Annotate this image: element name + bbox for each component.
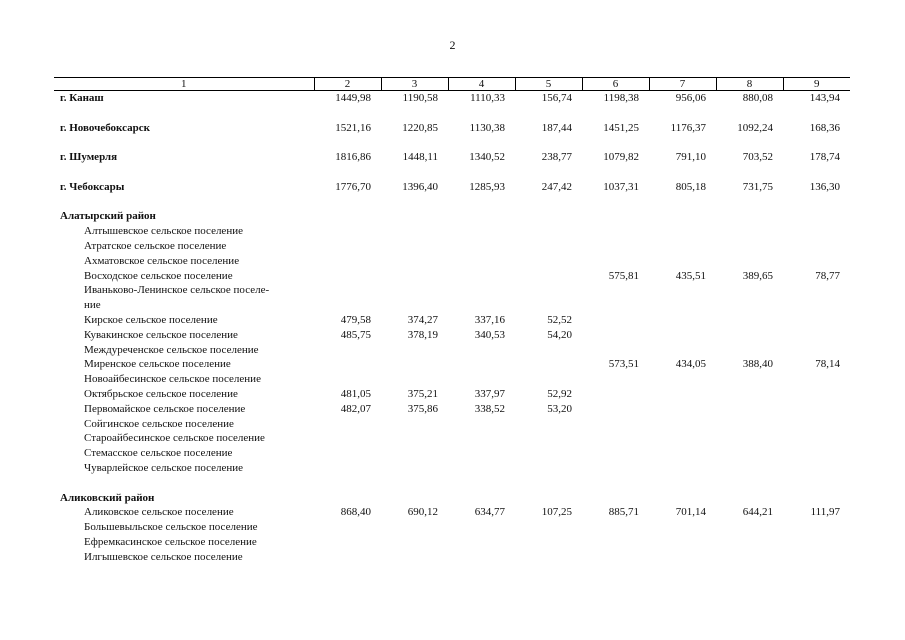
city-row bbox=[54, 150, 850, 165]
value-cell bbox=[381, 254, 448, 269]
spacer-row bbox=[54, 135, 850, 150]
value-cell bbox=[649, 550, 716, 565]
settlement-row bbox=[54, 372, 850, 387]
row-label: Ефремкасинское сельское поселение bbox=[84, 535, 257, 548]
value-cell bbox=[448, 372, 515, 387]
value-cell bbox=[515, 520, 582, 535]
value-cell bbox=[716, 224, 783, 239]
spacer-cell bbox=[54, 135, 850, 150]
value-cell bbox=[783, 550, 850, 565]
value-cell bbox=[314, 357, 381, 372]
value-cell bbox=[649, 535, 716, 550]
value-cell: 690,12 bbox=[407, 506, 438, 519]
row-label: Аликовское сельское поселение bbox=[84, 506, 234, 519]
data-table bbox=[54, 77, 850, 565]
value-cell: 374,27 bbox=[407, 313, 438, 326]
value-cell bbox=[783, 254, 850, 269]
spacer-row bbox=[54, 476, 850, 491]
row-label: Большевыльское сельское поселение bbox=[84, 521, 258, 534]
value-cell bbox=[448, 461, 515, 476]
value-cell bbox=[381, 550, 448, 565]
column-header: 9 bbox=[783, 78, 850, 91]
value-cell bbox=[649, 313, 716, 328]
value-cell: 482,07 bbox=[340, 402, 371, 415]
value-cell bbox=[381, 298, 448, 313]
value-cell bbox=[649, 224, 716, 239]
value-cell bbox=[314, 535, 381, 550]
value-cell: 247,42 bbox=[541, 180, 572, 193]
settlement-row bbox=[54, 298, 850, 313]
value-cell: 107,25 bbox=[541, 506, 572, 519]
value-cell bbox=[515, 461, 582, 476]
value-cell bbox=[515, 357, 582, 372]
settlement-row bbox=[54, 535, 850, 550]
column-header: 7 bbox=[649, 78, 716, 91]
value-cell: 481,05 bbox=[340, 387, 371, 400]
value-cell bbox=[582, 239, 649, 254]
value-cell bbox=[515, 535, 582, 550]
value-cell bbox=[515, 283, 582, 298]
value-cell: 1285,93 bbox=[469, 180, 505, 193]
value-cell: 1816,86 bbox=[335, 151, 371, 164]
value-cell bbox=[649, 431, 716, 446]
value-cell: 1451,25 bbox=[603, 121, 639, 134]
value-cell bbox=[381, 520, 448, 535]
value-cell bbox=[582, 313, 649, 328]
value-cell bbox=[448, 417, 515, 432]
value-cell: 805,18 bbox=[675, 180, 706, 193]
value-cell bbox=[649, 239, 716, 254]
row-label: Атратское сельское поселение bbox=[84, 239, 227, 252]
value-cell bbox=[381, 535, 448, 550]
column-header: 4 bbox=[448, 78, 515, 91]
value-cell: 168,36 bbox=[809, 121, 840, 134]
value-cell: 644,21 bbox=[742, 506, 773, 519]
value-cell bbox=[716, 550, 783, 565]
value-cell bbox=[649, 254, 716, 269]
value-cell bbox=[314, 431, 381, 446]
value-cell: 337,16 bbox=[474, 313, 505, 326]
value-cell: 1340,52 bbox=[469, 151, 505, 164]
row-label: Стемасское сельское поселение bbox=[84, 447, 233, 460]
value-cell bbox=[314, 298, 381, 313]
value-cell bbox=[716, 313, 783, 328]
value-cell bbox=[448, 550, 515, 565]
value-cell bbox=[314, 283, 381, 298]
value-cell bbox=[783, 224, 850, 239]
value-cell bbox=[314, 372, 381, 387]
settlement-row bbox=[54, 357, 850, 372]
value-cell bbox=[649, 402, 716, 417]
district-title: Алатырский район bbox=[60, 210, 156, 223]
value-cell: 1190,58 bbox=[402, 92, 438, 104]
value-cell bbox=[716, 461, 783, 476]
district-title: Аликовский район bbox=[60, 491, 155, 504]
spacer-cell bbox=[54, 165, 850, 180]
row-label: Иваньково-Ленинское сельское поселе- bbox=[84, 284, 270, 297]
value-cell: 375,21 bbox=[407, 387, 438, 400]
value-cell: 78,14 bbox=[815, 358, 840, 371]
value-cell bbox=[515, 269, 582, 284]
value-cell bbox=[582, 446, 649, 461]
value-cell: 143,94 bbox=[809, 92, 840, 104]
value-cell: 791,10 bbox=[675, 151, 706, 164]
value-cell bbox=[783, 328, 850, 343]
spacer-cell bbox=[54, 476, 850, 491]
settlement-row bbox=[54, 283, 850, 298]
value-cell bbox=[649, 343, 716, 358]
value-cell bbox=[381, 224, 448, 239]
value-cell bbox=[314, 417, 381, 432]
value-cell: 880,08 bbox=[742, 92, 773, 104]
value-cell bbox=[381, 269, 448, 284]
row-label: Илгышевское сельское поселение bbox=[84, 550, 243, 563]
row-label: Миренское сельское поселение bbox=[84, 358, 231, 371]
settlement-row bbox=[54, 402, 850, 417]
value-cell bbox=[515, 372, 582, 387]
column-header: 5 bbox=[515, 78, 582, 91]
value-cell bbox=[582, 402, 649, 417]
value-cell: 111,97 bbox=[810, 506, 840, 519]
settlement-row bbox=[54, 387, 850, 402]
value-cell bbox=[448, 446, 515, 461]
row-label: Первомайское сельское поселение bbox=[84, 402, 246, 415]
value-cell: 53,20 bbox=[547, 402, 572, 415]
value-cell: 575,81 bbox=[608, 269, 639, 282]
value-cell: 52,52 bbox=[547, 313, 572, 326]
value-cell bbox=[381, 283, 448, 298]
settlement-row bbox=[54, 417, 850, 432]
value-cell bbox=[582, 535, 649, 550]
value-cell: 1449,98 bbox=[335, 92, 371, 104]
row-label: г. Чебоксары bbox=[60, 180, 125, 193]
value-cell bbox=[314, 224, 381, 239]
value-cell bbox=[314, 461, 381, 476]
settlement-row bbox=[54, 520, 850, 535]
value-cell bbox=[649, 446, 716, 461]
value-cell bbox=[783, 417, 850, 432]
spacer-row bbox=[54, 106, 850, 121]
value-cell bbox=[448, 283, 515, 298]
value-cell bbox=[582, 387, 649, 402]
value-cell bbox=[716, 387, 783, 402]
value-cell: 238,77 bbox=[541, 151, 572, 164]
value-cell bbox=[649, 283, 716, 298]
value-cell bbox=[716, 283, 783, 298]
value-cell bbox=[649, 417, 716, 432]
value-cell bbox=[448, 535, 515, 550]
value-cell: 868,40 bbox=[340, 506, 371, 519]
value-cell bbox=[716, 328, 783, 343]
value-cell bbox=[582, 254, 649, 269]
value-cell bbox=[783, 535, 850, 550]
district-row bbox=[54, 491, 850, 506]
value-cell: 52,92 bbox=[547, 387, 572, 400]
settlement-row bbox=[54, 269, 850, 284]
value-cell bbox=[582, 431, 649, 446]
row-label: Октябрьское сельское поселение bbox=[84, 387, 238, 400]
city-row bbox=[54, 91, 850, 106]
value-cell bbox=[582, 343, 649, 358]
value-cell bbox=[582, 298, 649, 313]
value-cell: 573,51 bbox=[608, 358, 639, 371]
settlement-row bbox=[54, 224, 850, 239]
row-label: г. Шумерля bbox=[60, 151, 118, 164]
spacer-row bbox=[54, 165, 850, 180]
value-cell bbox=[381, 372, 448, 387]
value-cell bbox=[448, 357, 515, 372]
row-label: Кувакинское сельское поселение bbox=[84, 328, 238, 341]
value-cell: 1776,70 bbox=[335, 180, 371, 193]
value-cell: 731,75 bbox=[742, 180, 773, 193]
row-label: Междуреченское сельское поселение bbox=[84, 343, 259, 356]
row-label: ние bbox=[84, 299, 101, 312]
value-cell bbox=[448, 343, 515, 358]
value-cell bbox=[381, 431, 448, 446]
value-cell bbox=[448, 431, 515, 446]
value-cell bbox=[716, 402, 783, 417]
value-cell: 1176,37 bbox=[670, 121, 706, 134]
column-header: 3 bbox=[381, 78, 448, 91]
column-header: 1 bbox=[54, 78, 314, 91]
value-cell: 885,71 bbox=[608, 506, 639, 519]
value-cell bbox=[716, 417, 783, 432]
row-label: Алтышевское сельское поселение bbox=[84, 225, 243, 238]
value-cell bbox=[649, 387, 716, 402]
value-cell: 136,30 bbox=[809, 180, 840, 193]
value-cell: 54,20 bbox=[547, 328, 572, 341]
value-cell bbox=[649, 461, 716, 476]
row-label: Ахматовское сельское поселение bbox=[84, 254, 240, 267]
value-cell: 634,77 bbox=[474, 506, 505, 519]
value-cell: 1521,16 bbox=[335, 121, 371, 134]
value-cell bbox=[582, 372, 649, 387]
value-cell bbox=[783, 387, 850, 402]
value-cell: 187,44 bbox=[541, 121, 572, 134]
value-cell bbox=[448, 298, 515, 313]
value-cell bbox=[448, 254, 515, 269]
settlement-row bbox=[54, 343, 850, 358]
value-cell: 1448,11 bbox=[402, 151, 438, 164]
row-label: г. Новочебоксарск bbox=[60, 121, 150, 134]
value-cell bbox=[314, 343, 381, 358]
value-cell bbox=[515, 446, 582, 461]
district-row bbox=[54, 209, 850, 224]
value-cell bbox=[582, 283, 649, 298]
value-cell bbox=[515, 224, 582, 239]
value-cell: 156,74 bbox=[541, 92, 572, 104]
value-cell bbox=[716, 372, 783, 387]
value-cell bbox=[582, 550, 649, 565]
value-cell: 388,40 bbox=[742, 358, 773, 371]
value-cell bbox=[314, 520, 381, 535]
value-cell: 378,19 bbox=[407, 328, 438, 341]
value-cell bbox=[716, 431, 783, 446]
value-cell: 479,58 bbox=[340, 313, 371, 326]
value-cell bbox=[649, 372, 716, 387]
value-cell bbox=[381, 357, 448, 372]
settlement-row bbox=[54, 328, 850, 343]
spacer-row bbox=[54, 195, 850, 210]
city-row bbox=[54, 180, 850, 195]
value-cell bbox=[515, 254, 582, 269]
value-cell bbox=[314, 446, 381, 461]
value-cell: 434,05 bbox=[675, 358, 706, 371]
value-cell bbox=[582, 417, 649, 432]
value-cell: 340,53 bbox=[474, 328, 505, 341]
value-cell: 435,51 bbox=[675, 269, 706, 282]
value-cell bbox=[783, 402, 850, 417]
value-cell bbox=[448, 239, 515, 254]
row-label: Сойгинское сельское поселение bbox=[84, 417, 234, 430]
value-cell bbox=[716, 446, 783, 461]
value-cell bbox=[314, 239, 381, 254]
value-cell bbox=[381, 461, 448, 476]
value-cell: 178,74 bbox=[809, 151, 840, 164]
value-cell bbox=[314, 550, 381, 565]
value-cell bbox=[582, 328, 649, 343]
value-cell bbox=[716, 343, 783, 358]
value-cell bbox=[716, 520, 783, 535]
page-number: 2 bbox=[449, 38, 456, 52]
settlement-row bbox=[54, 550, 850, 565]
value-cell bbox=[515, 298, 582, 313]
value-cell: 1396,40 bbox=[402, 180, 438, 193]
value-cell: 485,75 bbox=[340, 328, 371, 341]
settlement-row bbox=[54, 461, 850, 476]
value-cell bbox=[783, 313, 850, 328]
value-cell: 78,77 bbox=[815, 269, 840, 282]
value-cell bbox=[716, 298, 783, 313]
value-cell bbox=[716, 239, 783, 254]
value-cell: 1220,85 bbox=[402, 121, 438, 134]
value-cell: 389,65 bbox=[742, 269, 773, 282]
column-header: 8 bbox=[716, 78, 783, 91]
value-cell bbox=[649, 520, 716, 535]
value-cell bbox=[381, 417, 448, 432]
value-cell bbox=[515, 239, 582, 254]
value-cell bbox=[783, 446, 850, 461]
value-cell bbox=[783, 283, 850, 298]
value-cell bbox=[515, 343, 582, 358]
value-cell bbox=[582, 224, 649, 239]
value-cell bbox=[515, 431, 582, 446]
column-header: 6 bbox=[582, 78, 649, 91]
value-cell bbox=[314, 269, 381, 284]
value-cell: 1037,31 bbox=[603, 180, 639, 193]
value-cell: 703,52 bbox=[742, 151, 773, 164]
value-cell bbox=[649, 298, 716, 313]
value-cell bbox=[783, 461, 850, 476]
column-header: 2 bbox=[314, 78, 381, 91]
value-cell bbox=[582, 520, 649, 535]
value-cell: 1110,33 bbox=[470, 92, 505, 104]
row-label: Восходское сельское поселение bbox=[84, 269, 233, 282]
value-cell: 701,14 bbox=[675, 506, 706, 519]
row-label: Кирское сельское поселение bbox=[84, 313, 218, 326]
value-cell bbox=[783, 239, 850, 254]
value-cell bbox=[448, 224, 515, 239]
value-cell bbox=[515, 417, 582, 432]
value-cell bbox=[783, 343, 850, 358]
value-cell bbox=[381, 446, 448, 461]
value-cell bbox=[448, 520, 515, 535]
value-cell bbox=[381, 343, 448, 358]
value-cell: 956,06 bbox=[675, 92, 706, 104]
value-cell bbox=[783, 372, 850, 387]
value-cell: 338,52 bbox=[474, 402, 505, 415]
value-cell bbox=[783, 298, 850, 313]
settlement-row bbox=[54, 446, 850, 461]
row-label: Староайбесинское сельское поселение bbox=[84, 432, 265, 445]
value-cell: 1198,38 bbox=[603, 92, 639, 104]
row-label: Новоайбесинское сельское поселение bbox=[84, 373, 261, 386]
value-cell: 375,86 bbox=[407, 402, 438, 415]
value-cell bbox=[582, 461, 649, 476]
settlement-row bbox=[54, 505, 850, 520]
value-cell: 1092,24 bbox=[737, 121, 773, 134]
value-cell bbox=[381, 239, 448, 254]
value-cell bbox=[515, 550, 582, 565]
value-cell: 1130,38 bbox=[469, 121, 505, 134]
settlement-row bbox=[54, 254, 850, 269]
spacer-cell bbox=[54, 195, 850, 210]
row-label: г. Канаш bbox=[60, 92, 104, 104]
value-cell bbox=[649, 328, 716, 343]
value-cell bbox=[314, 254, 381, 269]
settlement-row bbox=[54, 313, 850, 328]
row-label: Чуварлейское сельское поселение bbox=[84, 461, 244, 474]
value-cell: 1079,82 bbox=[603, 151, 639, 164]
settlement-row bbox=[54, 431, 850, 446]
header-row bbox=[54, 78, 850, 91]
value-cell bbox=[783, 431, 850, 446]
spacer-cell bbox=[54, 106, 850, 121]
city-row bbox=[54, 121, 850, 136]
settlement-row bbox=[54, 239, 850, 254]
value-cell bbox=[716, 535, 783, 550]
value-cell bbox=[716, 254, 783, 269]
value-cell: 337,97 bbox=[474, 387, 505, 400]
value-cell bbox=[783, 520, 850, 535]
value-cell bbox=[448, 269, 515, 284]
table-body bbox=[54, 91, 850, 565]
